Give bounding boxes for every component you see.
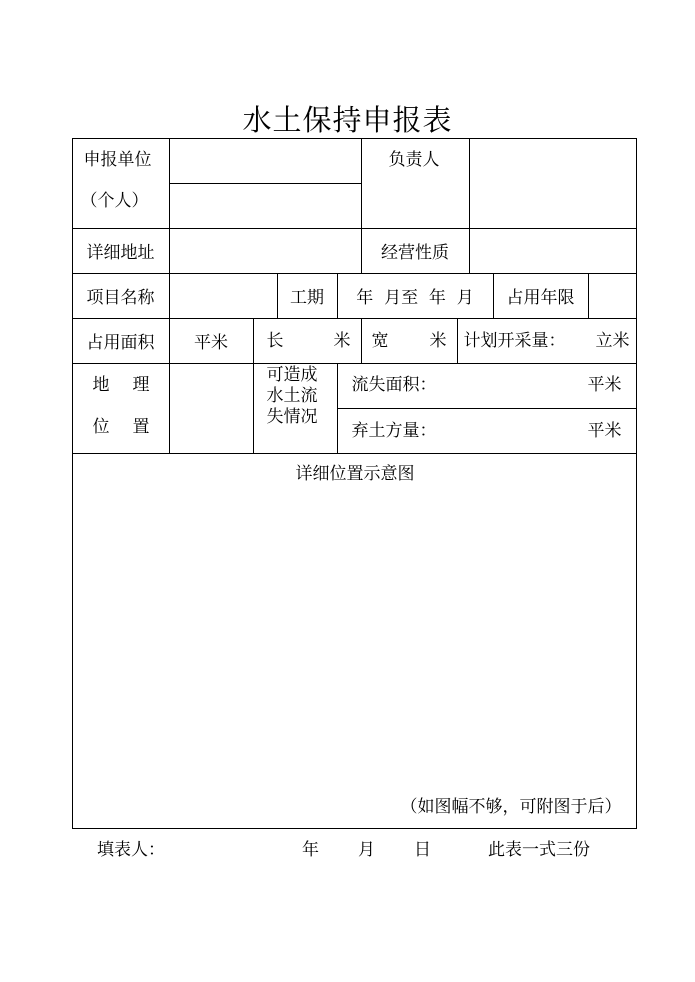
business-field[interactable] xyxy=(469,228,637,274)
business-label: 经营性质 xyxy=(381,243,449,263)
responsible-label: 负责人 xyxy=(388,149,440,170)
address-field[interactable] xyxy=(169,228,362,274)
copies-note: 此表一式三份 xyxy=(488,840,590,860)
footer-day: 日 xyxy=(414,840,431,860)
area-label: 占用面积 xyxy=(86,333,155,353)
geo-label-char: 理 xyxy=(132,374,150,395)
width-unit: 米 xyxy=(429,330,447,351)
project-label: 项目名称 xyxy=(86,288,155,308)
spoil-field[interactable] xyxy=(337,408,637,454)
applicant-individual-field[interactable] xyxy=(169,183,362,229)
plan-unit: 立米 xyxy=(595,330,630,351)
applicant-label-cell xyxy=(72,138,170,229)
length-label: 长 xyxy=(266,330,284,351)
filler-label: 填表人： xyxy=(97,840,165,860)
spoil-unit: 平米 xyxy=(587,420,622,441)
map-note: （如图幅不够，可附图于后） xyxy=(400,796,622,817)
footer-year: 年 xyxy=(302,840,319,860)
loss-area-unit: 平米 xyxy=(587,374,622,395)
area-unit: 平米 xyxy=(194,333,228,353)
responsible-label-cell xyxy=(361,138,470,229)
address-label: 详细地址 xyxy=(86,243,155,263)
plan-label: 计划开采量： xyxy=(463,330,566,351)
plan-field[interactable] xyxy=(457,318,637,364)
length-unit: 米 xyxy=(333,330,351,351)
map-title: 详细位置示意图 xyxy=(295,463,415,484)
geo-label-char: 地 xyxy=(92,374,110,395)
period-value: 年 月至 年 月 xyxy=(356,288,474,308)
loss-label: 可造成水土流失情况 xyxy=(266,364,318,427)
footer-month: 月 xyxy=(358,840,375,860)
applicant-label-individual: （个人） xyxy=(80,190,149,211)
geo-label-char: 置 xyxy=(132,416,150,437)
spoil-label: 弃土方量： xyxy=(351,420,437,441)
term-field[interactable] xyxy=(588,273,637,319)
term-label-cell xyxy=(493,273,589,319)
loss-area-field[interactable] xyxy=(337,363,637,409)
address-label-cell xyxy=(72,228,170,274)
map-area[interactable] xyxy=(72,453,637,829)
applicant-label: 申报单位 xyxy=(83,149,152,170)
area-field[interactable] xyxy=(169,318,254,364)
loss-label-cell xyxy=(253,363,338,454)
geo-label-char: 位 xyxy=(92,416,110,437)
geo-field[interactable] xyxy=(169,363,254,454)
width-label: 宽 xyxy=(371,330,389,351)
width-field[interactable] xyxy=(361,318,458,364)
project-field[interactable] xyxy=(169,273,278,319)
geo-label-cell xyxy=(72,363,170,454)
area-label-cell xyxy=(72,318,170,364)
responsible-field[interactable] xyxy=(469,138,637,229)
period-label-cell xyxy=(277,273,338,319)
period-label: 工期 xyxy=(290,288,324,308)
length-field[interactable] xyxy=(253,318,362,364)
period-field[interactable] xyxy=(337,273,494,319)
applicant-unit-field[interactable] xyxy=(169,138,362,184)
term-label: 占用年限 xyxy=(506,288,575,308)
loss-area-label: 流失面积： xyxy=(351,374,437,395)
project-label-cell xyxy=(72,273,170,319)
form-title: 水土保持申报表 xyxy=(242,103,453,137)
business-label-cell xyxy=(361,228,470,274)
